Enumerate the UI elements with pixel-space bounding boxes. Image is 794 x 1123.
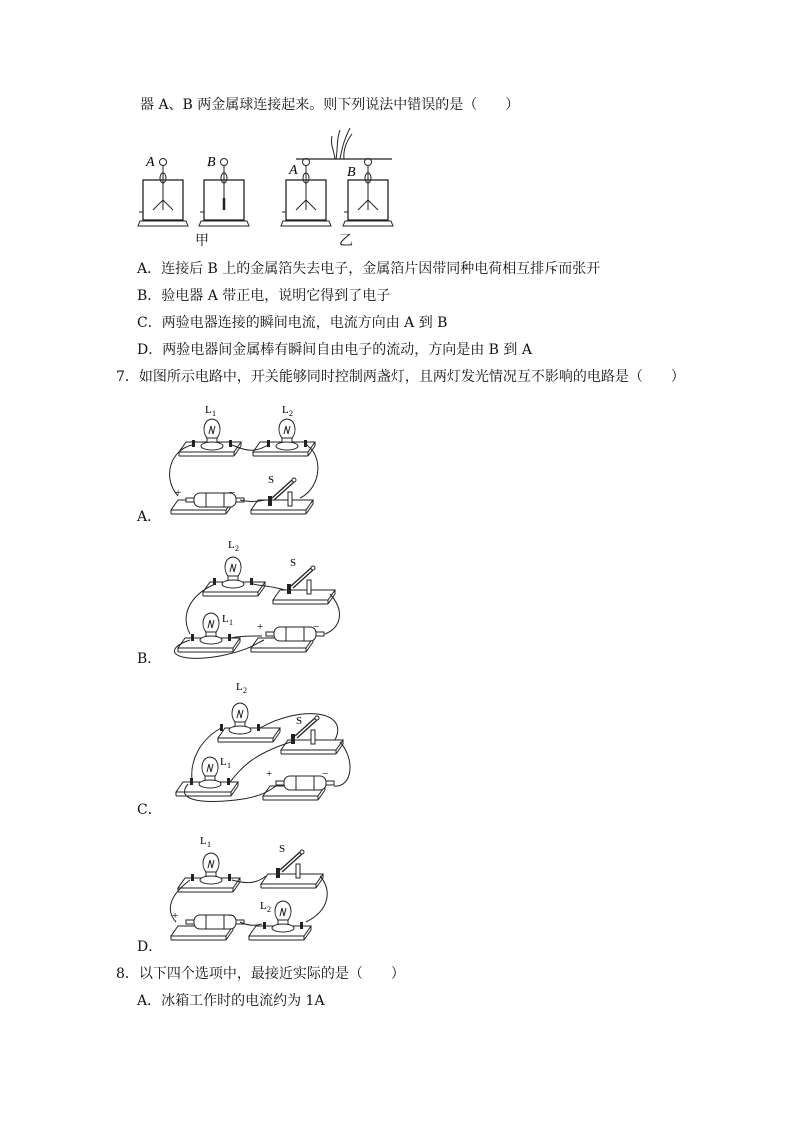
q6-option-b: B．验电器 A 带正电，说明它得到了电子 xyxy=(137,288,391,304)
label-a-yi: A xyxy=(289,163,298,178)
circuit-c xyxy=(176,703,350,801)
q7-option-d-label: D． xyxy=(137,939,163,955)
b-switch-label: S xyxy=(290,557,297,569)
c-l2-label: L xyxy=(236,681,243,693)
circuit-a xyxy=(170,419,318,514)
label-b-yi: B xyxy=(347,165,356,180)
q6-stem-tail: 器 A、B 两金属球连接起来。则下列说法中错误的是（ ） xyxy=(140,97,520,113)
d-plus: + xyxy=(172,910,179,922)
c-l1-label: L xyxy=(220,756,227,768)
a-plus: + xyxy=(175,487,182,499)
d-switch-label: S xyxy=(279,843,286,855)
q7-stem: 7．如图所示电路中，开关能够同时控制两盏灯，且两灯发光情况互不影响的电路是（ ） xyxy=(116,369,685,385)
label-b-jia: B xyxy=(207,155,216,170)
svg-text:1: 1 xyxy=(229,618,233,627)
q8-stem: 8．以下四个选项中，最接近实际的是（ ） xyxy=(116,966,405,982)
d-l1-label: L xyxy=(200,835,207,847)
a-switch-label: S xyxy=(268,474,275,486)
b-l1-label: L xyxy=(222,613,229,625)
q6-option-a: A．连接后 B 上的金属箔失去电子，金属箔片因带同种电荷相互排斥而张开 xyxy=(137,261,601,277)
a-l1-label: L xyxy=(205,404,212,416)
svg-text:2: 2 xyxy=(235,544,239,553)
q6-option-d: D．两验电器间金属棒有瞬间自由电子的流动，方向是由 B 到 A xyxy=(137,342,532,358)
d-l2-label: L xyxy=(260,900,267,912)
svg-text:2: 2 xyxy=(267,905,271,914)
svg-text:1: 1 xyxy=(227,761,231,770)
d-minus: − xyxy=(228,910,235,922)
c-minus: − xyxy=(322,768,329,780)
svg-text:1: 1 xyxy=(212,409,216,418)
svg-text:2: 2 xyxy=(243,686,247,695)
b-plus: + xyxy=(257,621,264,633)
q6-option-c: C．两验电器连接的瞬间电流，电流方向由 A 到 B xyxy=(137,315,448,331)
q7-option-c-label: C． xyxy=(137,802,162,818)
circuit-b xyxy=(174,557,339,658)
svg-text:2: 2 xyxy=(289,409,293,418)
q7-option-b-label: B． xyxy=(137,651,162,667)
circuit-d xyxy=(170,850,327,940)
b-l2-label: L xyxy=(228,539,235,551)
a-minus: − xyxy=(229,487,236,499)
figure-label-jia: 甲 xyxy=(195,233,209,249)
c-plus: + xyxy=(266,768,273,780)
q7-option-a-label: A． xyxy=(137,509,162,525)
label-a-jia: A xyxy=(146,155,155,170)
svg-text:1: 1 xyxy=(207,840,211,849)
figure-label-yi: 乙 xyxy=(339,233,353,249)
q8-option-a: A．冰箱工作时的电流约为 1A xyxy=(137,993,325,1009)
b-minus: − xyxy=(313,621,320,633)
a-l2-label: L xyxy=(282,404,289,416)
c-switch-label: S xyxy=(296,715,303,727)
